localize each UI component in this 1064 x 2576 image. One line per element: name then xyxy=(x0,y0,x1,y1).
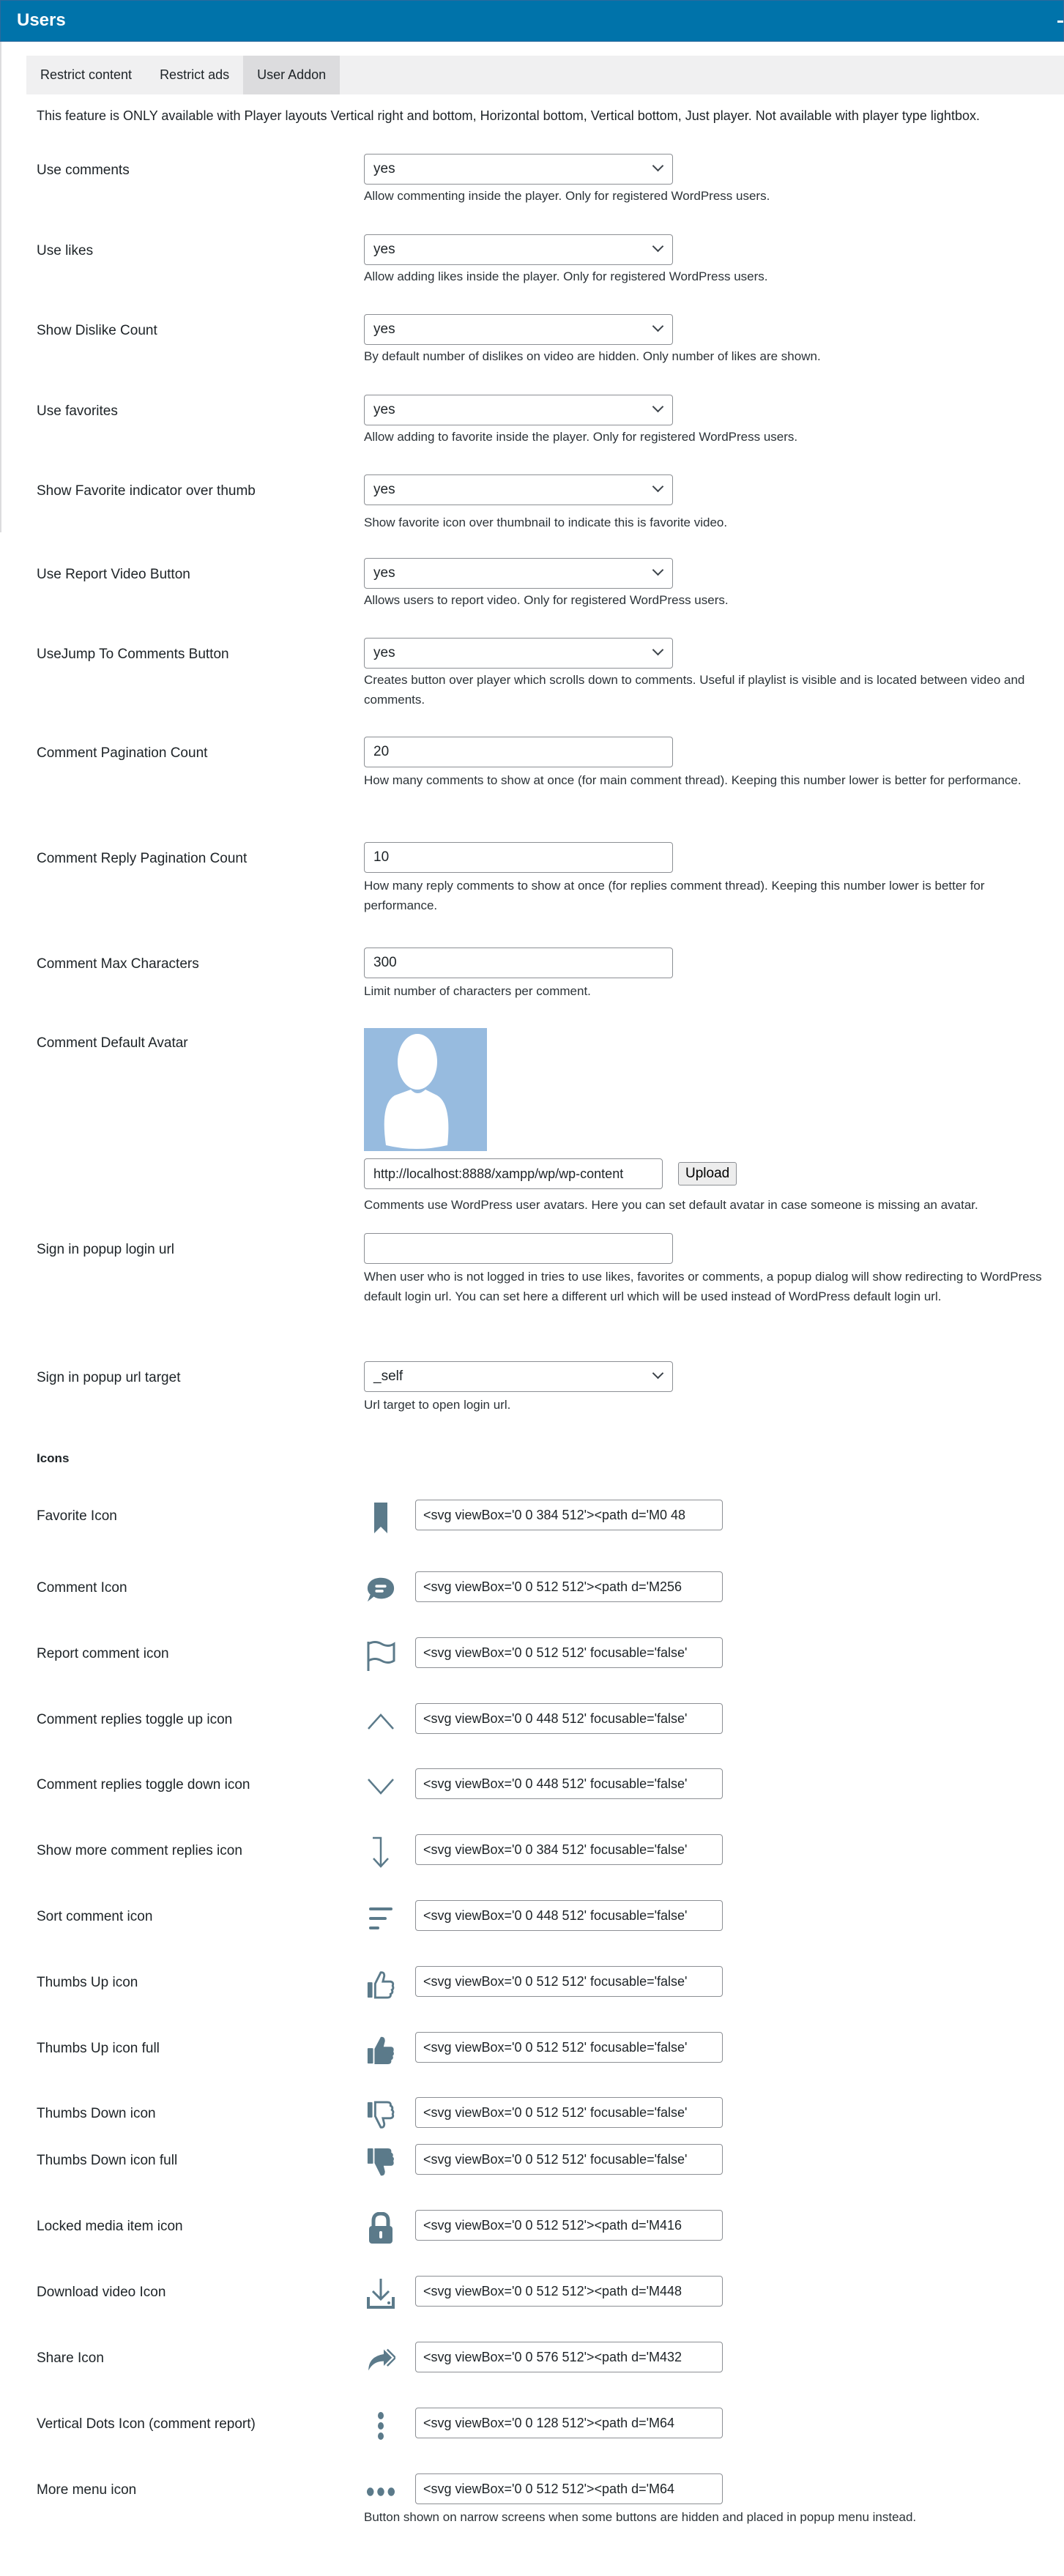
setting-label: Vertical Dots Icon (comment report) xyxy=(37,2416,256,2432)
tab-restrict-ads[interactable]: Restrict ads xyxy=(160,67,230,82)
use-comments-select[interactable] xyxy=(364,154,673,185)
show-favorite-indicator-select[interactable] xyxy=(364,474,673,505)
panel-title: Users xyxy=(17,10,66,30)
setting-label: Favorite Icon xyxy=(37,1508,117,1524)
setting-label: Thumbs Up icon full xyxy=(37,2041,160,2056)
setting-label: UseJump To Comments Button xyxy=(37,647,229,662)
select-value: yes xyxy=(373,242,395,257)
setting-description: How many reply comments to show at once (for replies comment thread). Keeping this number lower is better for performance. xyxy=(364,879,985,912)
show-dislike-count-select[interactable] xyxy=(364,314,673,345)
thumbs-up-outline-icon xyxy=(366,1969,395,2000)
comment-icon-svg-input[interactable]: <svg viewBox='0 0 512 512'><path d='M256 xyxy=(415,1571,723,1602)
comment-reply-pagination-count-input[interactable]: 10 xyxy=(364,842,673,873)
select-value: yes xyxy=(373,645,395,660)
toggle-down-icon-svg-input[interactable]: <svg viewBox='0 0 448 512' focusable='false' xyxy=(415,1768,723,1799)
setting-description: Creates button over player which scrolls down to comments. Useful if playlist is visible and is located between video and comments. xyxy=(364,673,1025,707)
lock-icon xyxy=(366,2213,395,2244)
flag-icon xyxy=(366,1640,395,1671)
sort-comment-icon-svg-input[interactable]: <svg viewBox='0 0 448 512' focusable='false' xyxy=(415,1900,723,1931)
setting-description: By default number of dislikes on video are hidden. Only number of likes are shown. xyxy=(364,349,821,363)
panel-header xyxy=(0,0,1064,42)
use-jump-to-comments-select[interactable] xyxy=(364,638,673,669)
setting-label: Use comments xyxy=(37,163,130,178)
use-favorites-select[interactable] xyxy=(364,395,673,425)
setting-label: Use Report Video Button xyxy=(37,567,190,582)
setting-label: Thumbs Down icon full xyxy=(37,2153,178,2168)
setting-label: Sign in popup login url xyxy=(37,1242,175,1257)
thumbs-up-solid-icon xyxy=(366,2035,395,2066)
setting-label: Report comment icon xyxy=(37,1646,169,1661)
setting-label: Comment replies toggle up icon xyxy=(37,1712,233,1727)
thumbs-up-icon-svg-input[interactable]: <svg viewBox='0 0 512 512' focusable='false' xyxy=(415,1966,723,1997)
tab-user-addon[interactable]: User Addon xyxy=(243,56,340,94)
sign-in-popup-login-url-input[interactable] xyxy=(364,1233,673,1264)
default-avatar-image xyxy=(364,1028,487,1151)
setting-label: Sign in popup url target xyxy=(37,1370,181,1385)
download-icon xyxy=(366,2279,395,2309)
icons-section-title: Icons xyxy=(37,1451,70,1465)
left-border xyxy=(0,42,1,532)
more-horizontal-icon xyxy=(366,2476,395,2507)
thumbs-up-full-icon-svg-input[interactable]: <svg viewBox='0 0 512 512' focusable='false' xyxy=(415,2032,723,2063)
avatar-url-input[interactable]: http://localhost:8888/xampp/wp/wp-content xyxy=(364,1158,663,1189)
comment-max-characters-input[interactable]: 300 xyxy=(364,948,673,978)
chevron-down-icon xyxy=(652,481,664,493)
thumbs-down-solid-icon xyxy=(366,2147,395,2178)
select-value: _self xyxy=(373,1369,403,1384)
setting-description: Url target to open login url. xyxy=(364,1398,511,1412)
setting-description: Show favorite icon over thumbnail to indicate this is favorite video. xyxy=(364,515,728,529)
setting-label: Comment Default Avatar xyxy=(37,1035,188,1051)
collapse-toggle-icon[interactable] xyxy=(1057,21,1063,23)
select-value: yes xyxy=(373,321,395,337)
setting-label: Show Dislike Count xyxy=(37,323,157,338)
report-comment-icon-svg-input[interactable]: <svg viewBox='0 0 512 512' focusable='false' xyxy=(415,1637,723,1668)
thumbs-down-outline-icon xyxy=(366,2100,395,2131)
thumbs-down-icon-svg-input[interactable]: <svg viewBox='0 0 512 512' focusable='false' xyxy=(415,2097,723,2128)
setting-label: Thumbs Up icon xyxy=(37,1975,138,1990)
chevron-down-icon xyxy=(652,565,664,576)
sort-icon xyxy=(366,1903,395,1934)
upload-button[interactable]: Upload xyxy=(678,1162,737,1185)
setting-label: Comment Reply Pagination Count xyxy=(37,851,248,866)
setting-description: Allow adding to favorite inside the player. Only for registered WordPress users. xyxy=(364,430,798,444)
setting-description: Limit number of characters per comment. xyxy=(364,984,591,998)
chevron-down-icon xyxy=(366,1771,395,1802)
thumbs-down-full-icon-svg-input[interactable]: <svg viewBox='0 0 512 512' focusable='false' xyxy=(415,2144,723,2175)
setting-label: Comment replies toggle down icon xyxy=(37,1777,250,1793)
setting-description: When user who is not logged in tries to use likes, favorites or comments, a popup dialog will show redirecting to WordPress default login url. You can set here a different url which will be used instead of WordPress default login url. xyxy=(364,1270,1042,1303)
use-report-video-select[interactable] xyxy=(364,558,673,589)
comment-pagination-count-input[interactable]: 20 xyxy=(364,737,673,767)
setting-label: Download video Icon xyxy=(37,2285,166,2300)
setting-label: Use favorites xyxy=(37,403,118,419)
arrow-turn-down-icon xyxy=(366,1837,395,1868)
select-value: yes xyxy=(373,565,395,581)
select-value: yes xyxy=(373,482,395,497)
chevron-down-icon xyxy=(652,160,664,172)
user-silhouette-icon xyxy=(364,1028,487,1151)
chevron-down-icon xyxy=(652,1368,664,1380)
setting-description: Comments use WordPress user avatars. Here you can set default avatar in case someone is missing an avatar. xyxy=(364,1198,978,1212)
setting-label: More menu icon xyxy=(37,2482,137,2498)
sign-in-popup-url-target-select[interactable] xyxy=(364,1361,673,1392)
show-more-replies-icon-svg-input[interactable]: <svg viewBox='0 0 384 512' focusable='false' xyxy=(415,1834,723,1865)
share-icon-svg-input[interactable]: <svg viewBox='0 0 576 512'><path d='M432 xyxy=(415,2342,723,2372)
setting-label: Comment Icon xyxy=(37,1580,127,1596)
setting-description: Allows users to report video. Only for registered WordPress users. xyxy=(364,593,729,607)
setting-label: Sort comment icon xyxy=(37,1909,153,1924)
download-video-icon-svg-input[interactable]: <svg viewBox='0 0 512 512'><path d='M448 xyxy=(415,2276,723,2307)
chevron-down-icon xyxy=(652,321,664,332)
setting-description: Allow adding likes inside the player. Only for registered WordPress users. xyxy=(364,269,768,283)
availability-note: This feature is ONLY available with Player layouts Vertical right and bottom, Horizontal bottom, Vertical bottom, Just player. Not available with player type lightbox. xyxy=(37,108,980,123)
more-menu-icon-svg-input[interactable]: <svg viewBox='0 0 512 512'><path d='M64 xyxy=(415,2473,723,2504)
share-icon xyxy=(366,2345,395,2375)
locked-media-icon-svg-input[interactable]: <svg viewBox='0 0 512 512'><path d='M416 xyxy=(415,2210,723,2241)
setting-label: Locked media item icon xyxy=(37,2219,183,2234)
setting-label: Thumbs Down icon xyxy=(37,2106,156,2121)
chevron-down-icon xyxy=(652,644,664,656)
setting-label: Show Favorite indicator over thumb xyxy=(37,483,256,499)
chevron-up-icon xyxy=(366,1706,395,1737)
setting-label: Comment Pagination Count xyxy=(37,745,208,761)
select-value: yes xyxy=(373,402,395,417)
tab-restrict-content[interactable]: Restrict content xyxy=(40,67,133,82)
toggle-up-icon-svg-input[interactable]: <svg viewBox='0 0 448 512' focusable='false' xyxy=(415,1703,723,1734)
chevron-down-icon xyxy=(652,241,664,253)
setting-label: Use likes xyxy=(37,243,94,258)
use-likes-select[interactable] xyxy=(364,234,673,265)
setting-description: How many comments to show at once (for main comment thread). Keeping this number lower is better for performance. xyxy=(364,773,1022,787)
select-value: yes xyxy=(373,161,395,176)
chevron-down-icon xyxy=(652,401,664,413)
setting-label: Comment Max Characters xyxy=(37,956,199,972)
bookmark-icon xyxy=(366,1503,395,1533)
favorite-icon-svg-input[interactable]: <svg viewBox='0 0 384 512'><path d='M0 48 xyxy=(415,1500,723,1530)
comment-icon xyxy=(366,1574,395,1605)
setting-description: Allow commenting inside the player. Only for registered WordPress users. xyxy=(364,189,770,203)
setting-label: Share Icon xyxy=(37,2350,104,2366)
vertical-dots-icon-svg-input[interactable]: <svg viewBox='0 0 128 512'><path d='M64 xyxy=(415,2408,723,2438)
tab-bar xyxy=(26,56,1064,94)
setting-label: Show more comment replies icon xyxy=(37,1843,242,1858)
setting-description: Button shown on narrow screens when some buttons are hidden and placed in popup menu instead. xyxy=(364,2510,917,2524)
vertical-dots-icon xyxy=(366,2411,395,2441)
